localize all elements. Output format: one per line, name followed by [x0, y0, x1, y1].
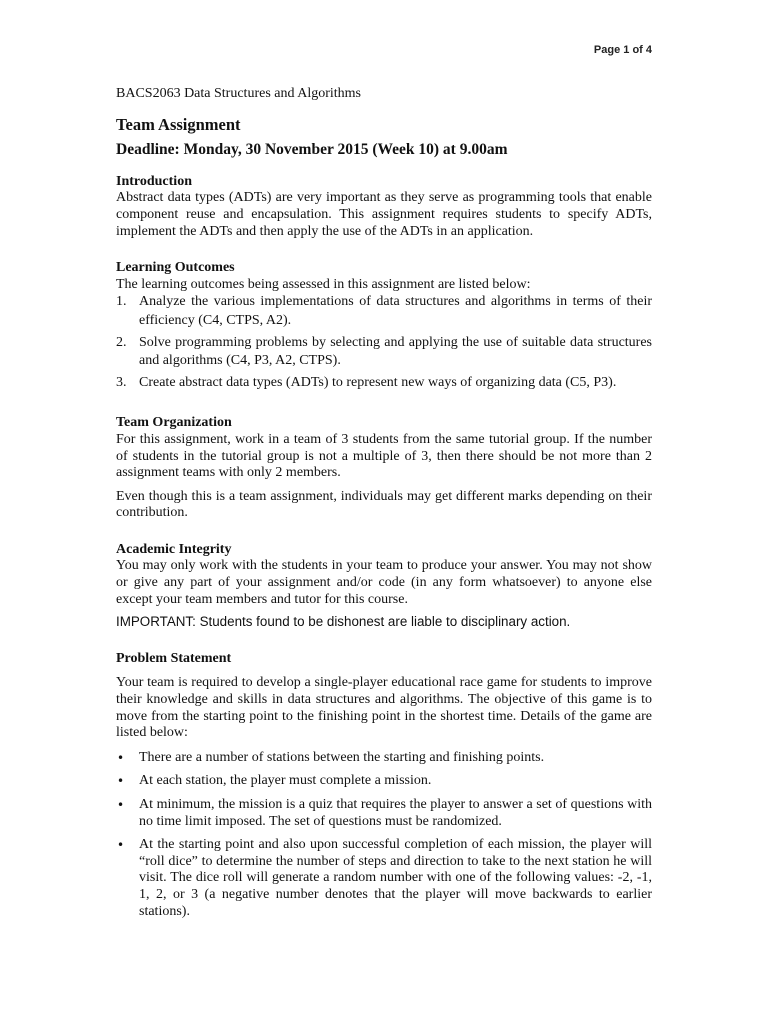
list-item-number: 2. [116, 334, 127, 350]
academic-integrity-heading: Academic Integrity [116, 541, 232, 557]
list-item [116, 797, 652, 830]
game-details-list [116, 750, 652, 920]
team-organization-text: For this assignment, work in a team of 3 students from the same tutorial group. If the number of students in the tutorial group is not a multiple of 3, then there should be not more than 2 assignment teams with only 2 members. [116, 431, 652, 481]
list-item-text: At minimum, the mission is a quiz that requires the player to answer a set of questions with no time limit imposed. The set of questions must be randomized. [139, 797, 652, 829]
bullet-icon: • [117, 750, 125, 765]
academic-integrity-text: You may only work with the students in your team to produce your answer. You may not show or give any part of your assignment and/or code (in any form whatsoever) to anyone else except your team members and tutor for this course. [116, 558, 652, 607]
list-item-text: Solve programming problems by selecting and applying the use of suitable data structures and algorithms (C4, P3, A2, CTPS). [139, 334, 652, 369]
learning-outcomes-section [116, 260, 652, 392]
list-item-number: 1. [116, 294, 127, 310]
important-notice: IMPORTANT: Students found to be dishonest are liable to disciplinary action. [116, 614, 571, 630]
list-item-text: There are a number of stations between the starting and finishing points. [139, 749, 545, 765]
list-item [116, 750, 652, 767]
list-item [116, 374, 652, 393]
problem-statement-section [116, 651, 652, 920]
team-organization-section [116, 415, 652, 522]
problem-statement-heading: Problem Statement [116, 650, 232, 666]
bullet-icon: • [117, 798, 125, 812]
list-item-text: At the starting point and also upon successful completion of each mission, the player will “roll dice” to determine the number of steps and direction to take to the next station he will visit. The dice roll will generate a random number with one of the following values: -2, -1, 1, 2, or 3 (a negative number denotes that the player will move backwards to earlier stations). [139, 837, 652, 919]
learning-outcomes-intro: The learning outcomes being assessed in this assignment are listed below: [116, 276, 531, 292]
course-title: BACS2063 Data Structures and Algorithms [116, 86, 361, 101]
bullet-icon: • [117, 838, 125, 853]
team-organization-heading: Team Organization [116, 415, 232, 431]
academic-integrity-section [116, 542, 652, 631]
team-organization-note: Even though this is a team assignment, individuals may get different marks depending on their contribution. [116, 488, 652, 521]
bullet-icon: • [117, 774, 125, 789]
list-item [116, 837, 652, 920]
page-number: Page 1 of 4 [593, 44, 652, 56]
problem-statement-text: Your team is required to develop a single-player educational race game for students to improve their knowledge and skills in data structures and algorithms. The objective of this game is to move from the starting point to the finishing point in the shortest time. Details of the game are listed below: [116, 675, 652, 741]
introduction-section [116, 174, 652, 240]
list-item [116, 773, 652, 790]
assignment-title: Team Assignment [116, 114, 241, 134]
learning-outcomes-list [116, 293, 652, 392]
document-body [116, 86, 652, 927]
list-item-text: At each station, the player must complete a mission. [139, 773, 432, 789]
list-item-text: Create abstract data types (ADTs) to represent new ways of organizing data (C5, P3). [139, 374, 617, 390]
learning-outcomes-heading: Learning Outcomes [116, 260, 235, 276]
introduction-text: Abstract data types (ADTs) are very important as they serve as programming tools that enable component reuse and encapsulation. This assignment requires students to specify ADTs, implement the ADTs and then apply the use of the ADTs in an application. [116, 190, 652, 239]
list-item [116, 334, 652, 371]
deadline: Deadline: Monday, 30 November 2015 (Week 10) at 9.00am [116, 141, 508, 159]
list-item-text: Analyze the various implementations of data structures and algorithms in terms of their efficiency (C4, CTPS, A2). [139, 294, 652, 328]
introduction-heading: Introduction [116, 173, 192, 189]
list-item [116, 293, 652, 330]
list-item-number: 3. [116, 374, 127, 390]
